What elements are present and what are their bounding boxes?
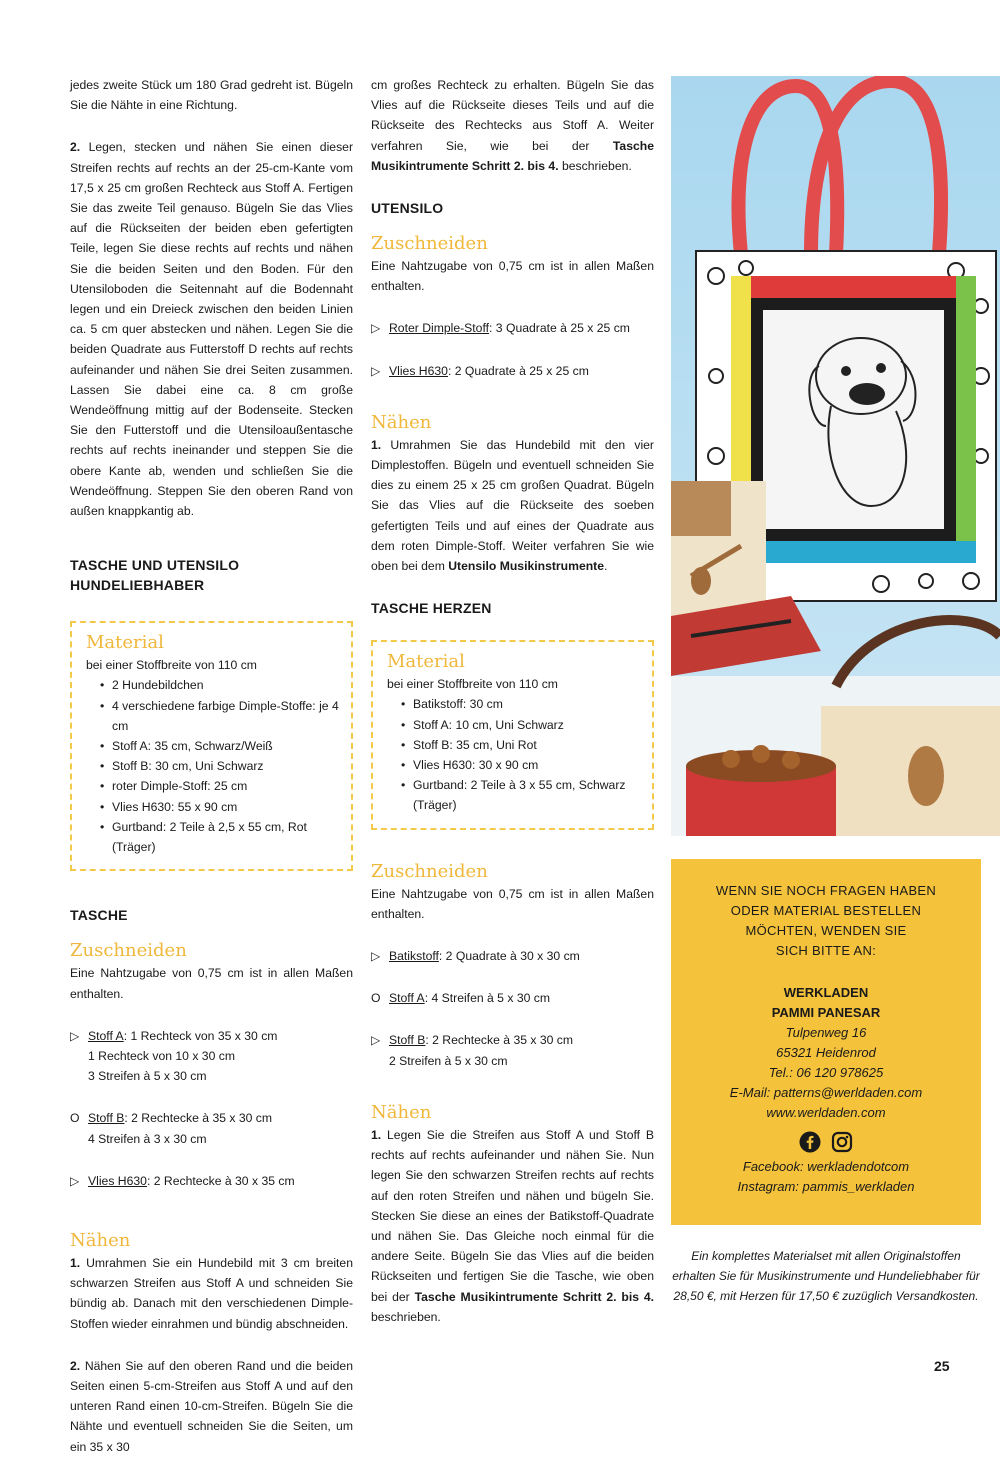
instagram-icon[interactable] [831,1131,853,1153]
cut-text: : 4 Streifen à 5 x 30 cm [424,991,551,1006]
triangle-icon: ▷ [70,1028,80,1043]
address-line: Tulpenweg 16 [785,1025,867,1040]
cut-item [371,1030,654,1070]
list-item: • Gurtband: 2 Teile à 2,5 x 55 cm, Rot (Träger) [102,817,339,857]
cut-label: Stoff B [88,1111,125,1126]
contact-infobox [671,859,981,1225]
cut-text: : 3 Quadrate à 25 x 25 cm [489,321,630,336]
section-title: Nähen [70,1229,131,1251]
column-middle [371,75,654,1327]
list-item: • 2 Hundebildchen [102,675,339,695]
list-item: • Stoff B: 30 cm, Uni Schwarz [102,756,339,776]
social-icons [671,1131,981,1153]
material-box [70,621,353,871]
list-item: • Batikstoff: 30 cm [403,694,640,714]
cut-label: Batikstoff [389,949,439,964]
page-number: 25 [934,1358,950,1374]
cut-text: 2 Streifen à 5 x 30 cm [389,1053,508,1068]
paragraph [371,1125,654,1327]
list-item: • roter Dimple-Stoff: 25 cm [102,776,339,796]
paragraph: jedes zweite Stück um 180 Grad gedreht ist. Bügeln Sie die Nähte in eine Richtung. [70,78,353,113]
cut-label: Roter Dimple-Stoff [389,321,490,336]
cut-label: Vlies H630 [88,1173,147,1188]
triangle-icon: ▷ [70,1173,80,1188]
photo-illustration [671,76,1000,836]
text-bold: Tasche Musikintrumente Schritt 2. bis 4. [414,1289,654,1304]
circle-icon: O [371,991,381,1006]
section-title: Nähen [371,411,432,433]
paragraph: Eine Nahtzugabe von 0,75 cm ist in allen Maßen enthalten. [70,966,353,1001]
material-title: Material [387,651,465,673]
paragraph: Eine Nahtzugabe von 0,75 cm ist in allen Maßen enthalten. [371,886,654,921]
section-heading: UTENSILO [371,200,444,217]
paragraph [70,1356,353,1457]
text-bold: Utensilo Musikinstrumente [448,559,605,574]
cut-text: : 2 Rechtecke à 35 x 30 cm [425,1033,574,1048]
step-text: Umrahmen Sie das Hundebild mit den vier Dimplestoffen. Bügeln und eventuell schneiden Sie dies zu einem 25 x 25 cm großen Quadrat. Bügeln Sie das Vlies auf die Rückseite des soeben gefertigten Teils und auf eines der Quadrate aus dem roten Dimple-Stoff. Weiter verfahren Sie wie oben bei dem [371,437,654,574]
triangle-icon: ▷ [371,321,381,336]
cut-text: : 1 Rechteck von 35 x 30 cm [123,1028,278,1043]
facebook-handle[interactable]: Facebook: werkladendotcom [742,1159,910,1174]
triangle-icon: ▷ [371,949,381,964]
text: cm großes Rechteck zu erhalten. Bügeln Sie das Vlies auf die Rückseite dieses Teils und auf die Rückseite des Rechtecks aus Stoff A. Weiter verfahren Sie, wie bei der [371,78,654,153]
paragraph [70,1253,353,1334]
step-number: 1. [371,1127,382,1142]
cut-text: : 2 Rechtecke à 30 x 35 cm [146,1173,295,1188]
section-title: Nähen [371,1101,432,1123]
list-item: • Stoff A: 35 cm, Schwarz/Weiß [102,736,339,756]
cut-item [371,988,654,1008]
triangle-icon: ▷ [371,363,381,378]
info-line: ODER MATERIAL BESTELLEN [730,903,922,918]
phone: Tel.: 06 120 978625 [768,1065,884,1080]
material-box [371,640,654,829]
list-item: • Stoff A: 10 cm, Uni Schwarz [403,715,640,735]
step-number: 1. [70,1255,81,1270]
cut-item [70,1171,353,1191]
step-text: Nähen Sie auf den oberen Rand und die beiden Seiten einen 5-cm-Streifen aus Stoff A und auf den unteren Rand einen 10-cm-Streifen. Bügeln Sie die Nähte und eventuell schneiden Sie die Seiten, um ein 35 x 30 [70,1358,353,1454]
section-heading: TASCHE UND UTENSILO [70,557,240,574]
text: beschrieben. [371,1309,441,1324]
address-line: 65321 Heidenrod [776,1045,876,1060]
info-line: SICH BITTE AN: [775,943,877,958]
step-number: 2. [70,140,81,155]
instagram-handle[interactable]: Instagram: pammis_werkladen [737,1179,915,1194]
section-heading: TASCHE HERZEN [371,600,492,617]
facebook-icon[interactable] [799,1131,821,1153]
info-line: WENN SIE NOCH FRAGEN HABEN [715,883,937,898]
text-bold: Tasche Musikintrumente Schritt 2. bis 4. [371,138,654,173]
company-owner: PAMMI PANESAR [771,1005,881,1020]
text: . [604,559,608,574]
list-item: • 4 verschiedene farbige Dimple-Stoffe: je 4 cm [102,696,339,736]
cut-label: Vlies H630 [389,363,448,378]
text: beschrieben. [558,158,632,173]
step-text: Legen, stecken und nähen Sie einen dieser Streifen rechts auf rechts an der 25-cm-Kante vom 17,5 x 25 cm großen Rechteck aus Stoff A. Fertigen Sie das zweite Teil genauso. Bügeln Sie das Vlies auf die Rückseiten der beiden eben gefertigten Teile, legen Sie diese rechts auf rechts und nähen Sie die beiden Seiten und den Boden. Für den Utensiloboden die Seitennaht auf die Bodennaht legen und ein Dreieck zwischen den beiden Linien ca. 5 cm quer abstecken und nähen. Legen Sie die beiden Quadrate aus Futterstoff D rechts auf rechts aufeinander und nähen Sie drei Seiten zusammen. Lassen Sie dabei eine ca. 8 cm große Wendeöffnung mittig auf der Bodenseite. Stecken Sie den Futterstoff und die Utensiloaußentasche rechts auf rechts ineinander und steppen Sie die obere Kante ab, wenden und schließen Sie die Wendeöffnung. Steppen Sie den oberen Rand von außen knappkantig ab. [70,140,353,519]
material-intro: bei einer Stoffbreite von 110 cm [86,658,257,673]
cut-text: 3 Streifen à 5 x 30 cm [88,1069,207,1084]
cut-item [70,1026,353,1087]
list-item: • Gurtband: 2 Teile à 3 x 55 cm, Schwarz (Träger) [403,775,640,815]
paragraph [371,435,654,576]
material-list [86,675,339,857]
section-title: Zuschneiden [70,940,187,962]
cut-item [70,1108,353,1148]
step-text: Umrahmen Sie ein Hundebild mit 3 cm breiten schwarzen Streifen aus Stoff A und schneiden Sie bündig ab. Danach mit den verschiedenen Dimple-Stoffen wieder einrahmen und bündig abschneiden. [70,1255,353,1331]
materialset-note: Ein komplettes Materialset mit allen Originalstoffen erhalten Sie für Musikinstrumente und Hundeliebhaber für 28,50 €, mit Herzen für 17,50 € zuzüglich Versandkosten. [672,1249,980,1303]
step-text: Legen Sie die Streifen aus Stoff A und Stoff B rechts auf rechts aufeinander und nähen Sie. Nun legen Sie den schwarzen Streifen rechts auf rechts auf den roten Streifen und nähen und bügeln Sie. Stecken Sie diese an eines der Batikstoff-Quadrate und nähen Sie. Das Gleiche noch einmal für die andere Seite. Bügeln Sie das Vlies auf die beiden Rückseiten und fertigen Sie die Tasche, wie oben bei der [371,1127,654,1304]
cut-item [371,318,654,338]
material-list [387,694,640,815]
section-title: Zuschneiden [371,233,488,255]
cut-label: Stoff B [389,1033,426,1048]
list-item: • Stoff B: 35 cm, Uni Rot [403,735,640,755]
info-line: MÖCHTEN, WENDEN SIE [745,923,907,938]
section-title: Zuschneiden [371,860,488,882]
column-left [70,75,353,1457]
company-name: WERKLADEN [783,985,869,1000]
cut-text: 4 Streifen à 3 x 30 cm [88,1131,207,1146]
step-number: 2. [70,1358,81,1373]
cut-item [371,361,654,381]
cut-text: : 2 Quadrate à 30 x 30 cm [438,949,580,964]
paragraph [371,75,654,176]
website-link[interactable]: www.werldaden.com [766,1105,886,1120]
material-title: Material [86,632,164,654]
email-link[interactable]: E-Mail: patterns@werldaden.com [729,1085,923,1100]
list-item: • Vlies H630: 30 x 90 cm [403,755,640,775]
triangle-icon: ▷ [371,1033,381,1048]
paragraph [70,137,353,521]
cut-text: : 2 Rechtecke à 35 x 30 cm [124,1111,273,1126]
section-heading: TASCHE [70,907,128,924]
circle-icon: O [70,1111,80,1126]
list-item: • Vlies H630: 55 x 90 cm [102,797,339,817]
cut-label: Stoff A [88,1028,124,1043]
cut-text: 1 Rechteck von 10 x 30 cm [88,1048,235,1063]
cut-item [371,946,654,966]
section-heading: HUNDELIEBHABER [70,577,205,594]
cut-label: Stoff A [389,991,425,1006]
tote-bags-photo [671,76,1000,836]
cut-text: : 2 Quadrate à 25 x 25 cm [447,363,589,378]
step-number: 1. [371,437,382,452]
material-intro: bei einer Stoffbreite von 110 cm [387,677,558,692]
paragraph: Eine Nahtzugabe von 0,75 cm ist in allen Maßen enthalten. [371,259,654,294]
